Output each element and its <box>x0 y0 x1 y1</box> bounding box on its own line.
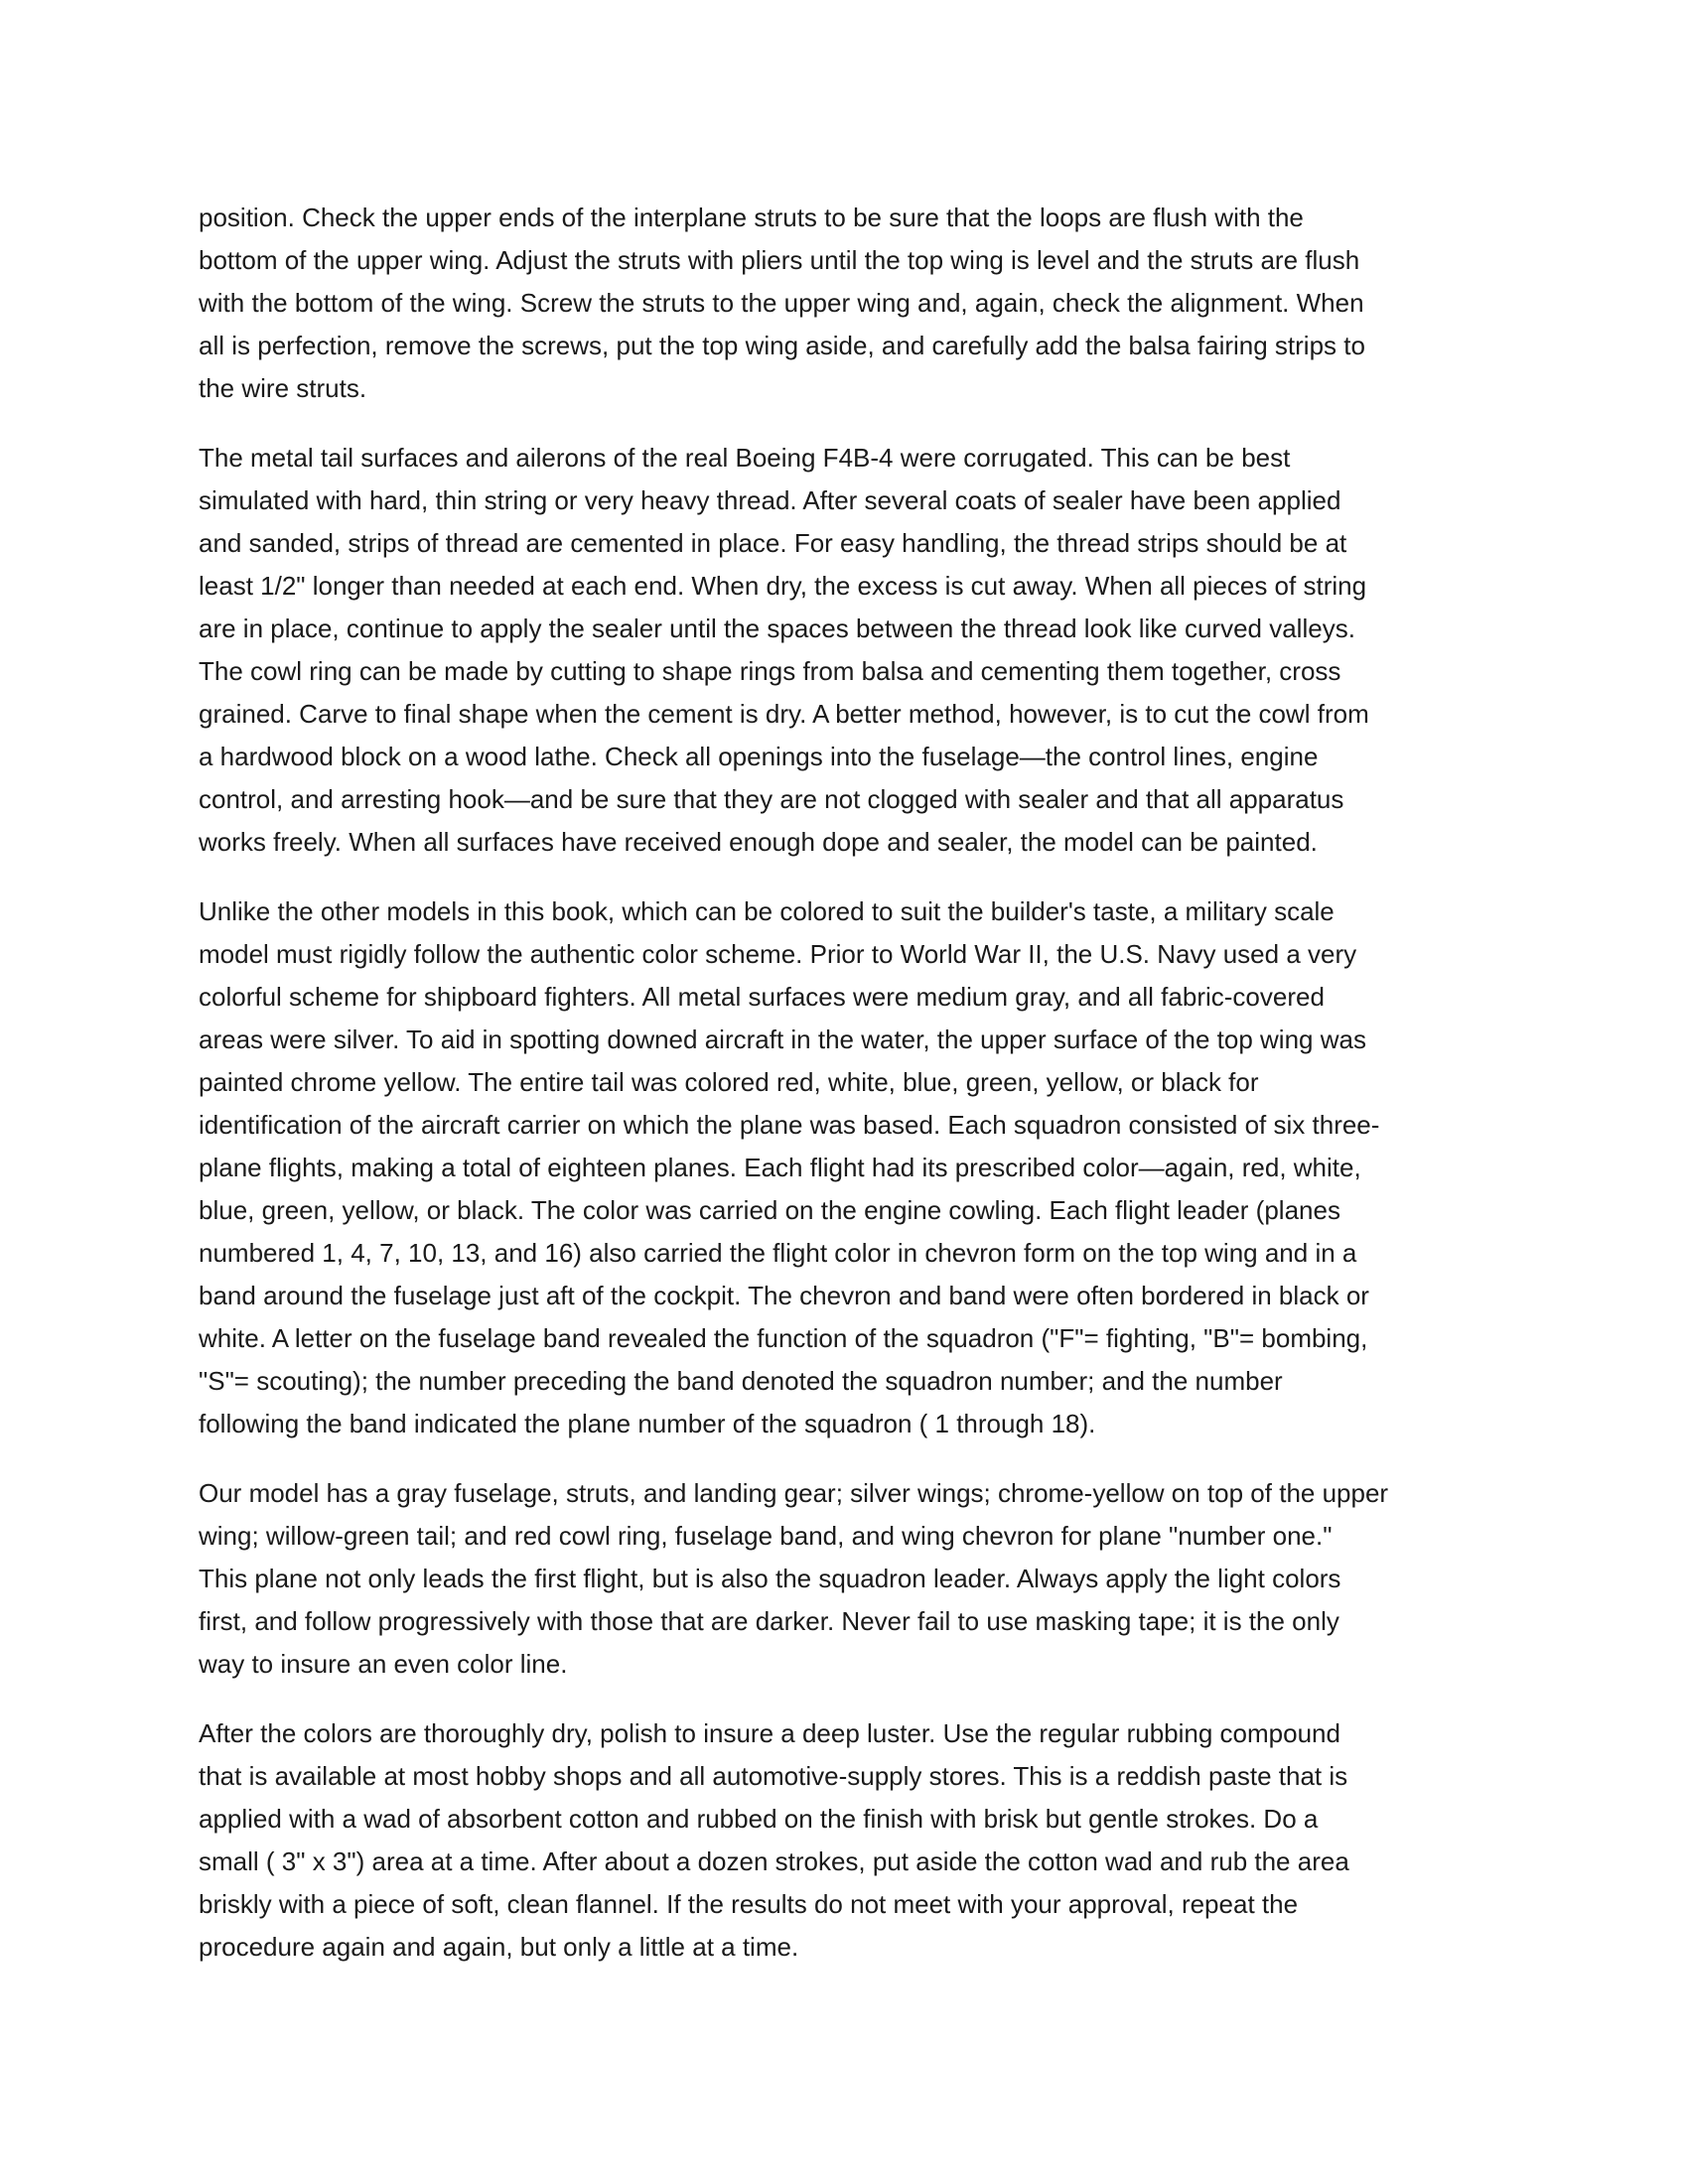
text-line: bottom of the upper wing. Adjust the struts with pliers until the top wing is level and the struts are flush <box>199 245 1360 275</box>
text-line: simulated with hard, thin string or very heavy thread. After several coats of sealer have been applied <box>199 485 1341 515</box>
text-line: Unlike the other models in this book, which can be colored to suit the builder's taste, a military scale <box>199 896 1335 926</box>
paragraph-color-scheme <box>199 890 1489 1445</box>
text-line: that is available at most hobby shops and all automotive-supply stores. This is a reddish paste that is <box>199 1761 1348 1791</box>
text-line: band around the fuselage just aft of the cockpit. The chevron and band were often bordered in black or <box>199 1281 1369 1310</box>
text-line: control, and arresting hook—and be sure that they are not clogged with sealer and that all apparatus <box>199 784 1344 814</box>
text-line: grained. Carve to final shape when the cement is dry. A better method, however, is to cut the cowl from <box>199 699 1369 729</box>
text-line: The cowl ring can be made by cutting to shape rings from balsa and cementing them together, cross <box>199 656 1341 686</box>
text-line: way to insure an even color line. <box>199 1649 568 1679</box>
text-line: wing; willow-green tail; and red cowl ring, fuselage band, and wing chevron for plane "number one." <box>199 1521 1333 1551</box>
text-line: painted chrome yellow. The entire tail was colored red, white, blue, green, yellow, or black for <box>199 1067 1259 1097</box>
text-line: numbered 1, 4, 7, 10, 13, and 16) also carried the flight color in chevron form on the top wing and in a <box>199 1238 1357 1268</box>
text-line: and sanded, strips of thread are cemented in place. For easy handling, the thread strips should be at <box>199 528 1347 558</box>
text-line: areas were silver. To aid in spotting downed aircraft in the water, the upper surface of the top wing was <box>199 1024 1366 1054</box>
text-line: After the colors are thoroughly dry, polish to insure a deep luster. Use the regular rubbing compound <box>199 1718 1340 1748</box>
text-line: works freely. When all surfaces have received enough dope and sealer, the model can be painted. <box>199 827 1318 857</box>
body-text <box>199 197 1489 1995</box>
text-line: blue, green, yellow, or black. The color was carried on the engine cowling. Each flight leader (planes <box>199 1195 1340 1225</box>
text-line: following the band indicated the plane number of the squadron ( 1 through 18). <box>199 1409 1096 1438</box>
text-line: white. A letter on the fuselage band revealed the function of the squadron ("F"= fighting, "B"= bombing, <box>199 1323 1368 1353</box>
text-line: small ( 3" x 3") area at a time. After about a dozen strokes, put aside the cotton wad and rub the area <box>199 1846 1349 1876</box>
text-line: Our model has a gray fuselage, struts, and landing gear; silver wings; chrome-yellow on top of the upper <box>199 1478 1389 1508</box>
text-line: This plane not only leads the first flight, but is also the squadron leader. Always apply the light colors <box>199 1564 1341 1593</box>
text-line: model must rigidly follow the authentic color scheme. Prior to World War II, the U.S. Navy used a very <box>199 939 1357 969</box>
paragraph-polishing <box>199 1712 1489 1969</box>
text-line: are in place, continue to apply the sealer until the spaces between the thread look like curved valleys. <box>199 614 1355 643</box>
text-line: briskly with a piece of soft, clean flannel. If the results do not meet with your approval, repeat the <box>199 1889 1299 1919</box>
text-line: "S"= scouting); the number preceding the band denoted the squadron number; and the number <box>199 1366 1283 1396</box>
paragraph-model-colors <box>199 1472 1489 1686</box>
text-line: position. Check the upper ends of the interplane struts to be sure that the loops are flush with the <box>199 203 1304 232</box>
paragraph-strut-alignment <box>199 197 1489 410</box>
text-line: plane flights, making a total of eighteen planes. Each flight had its prescribed color—again, red, white, <box>199 1153 1361 1182</box>
paragraph-corrugated-surfaces <box>199 437 1489 864</box>
text-line: colorful scheme for shipboard fighters. All metal surfaces were medium gray, and all fabric-covered <box>199 982 1325 1012</box>
text-line: first, and follow progressively with those that are darker. Never fail to use masking tape; it is the only <box>199 1606 1339 1636</box>
text-line: applied with a wad of absorbent cotton and rubbed on the finish with brisk but gentle strokes. Do a <box>199 1804 1319 1834</box>
text-line: the wire struts. <box>199 373 367 403</box>
text-line: identification of the aircraft carrier on which the plane was based. Each squadron consisted of six three- <box>199 1110 1380 1140</box>
text-line: a hardwood block on a wood lathe. Check all openings into the fuselage—the control lines, engine <box>199 742 1319 771</box>
text-line: procedure again and again, but only a little at a time. <box>199 1932 799 1962</box>
text-line: all is perfection, remove the screws, put the top wing aside, and carefully add the balsa fairing strips to <box>199 331 1365 360</box>
text-line: least 1/2" longer than needed at each end. When dry, the excess is cut away. When all pieces of string <box>199 571 1367 601</box>
text-line: with the bottom of the wing. Screw the struts to the upper wing and, again, check the alignment. When <box>199 288 1364 318</box>
text-line: The metal tail surfaces and ailerons of the real Boeing F4B-4 were corrugated. This can be best <box>199 443 1291 473</box>
